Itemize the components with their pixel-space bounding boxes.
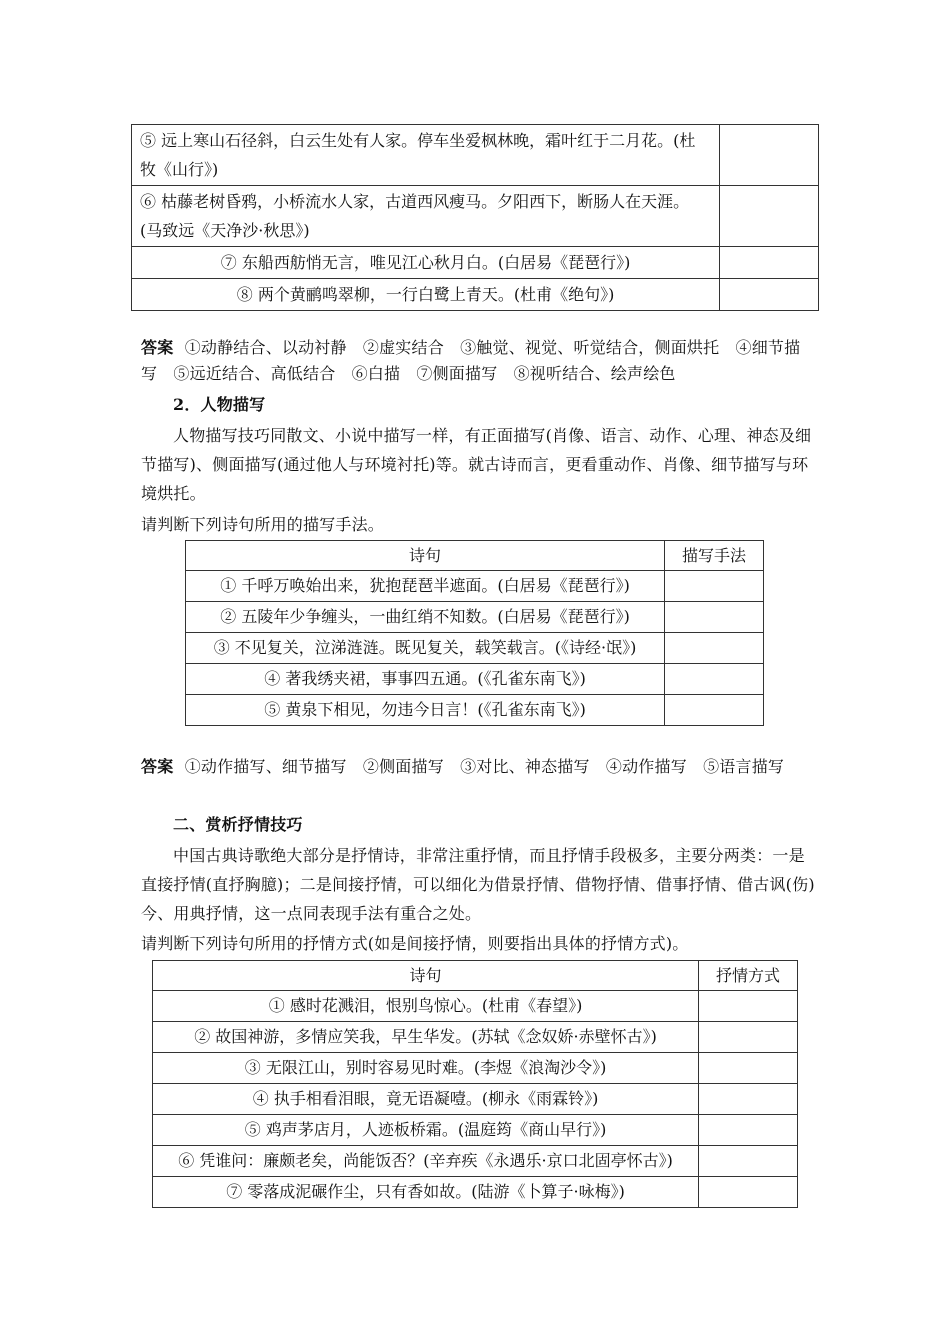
table-row [153, 1177, 798, 1208]
poem-cell: ① 感时花溅泪，恨别鸟惊心。(杜甫《春望》) [153, 991, 699, 1022]
table-row [153, 1053, 798, 1084]
answer-cell [720, 186, 819, 247]
section-heading-character-description: 2．人物描写 [173, 395, 266, 414]
answer-cell [720, 279, 819, 311]
answer-block-2 [141, 754, 821, 779]
answer-cell [665, 695, 764, 726]
answer-cell [699, 1146, 798, 1177]
answer-cell [699, 1084, 798, 1115]
column-header: 抒情方式 [699, 961, 798, 991]
poem-cell: ① 千呼万唤始出来，犹抱琵琶半遮面。(白居易《琵琶行》) [186, 571, 665, 602]
answer-cell [665, 571, 764, 602]
table-row [186, 695, 764, 726]
poem-cell: ⑦ 零落成泥碾作尘，只有香如故。(陆游《卜算子·咏梅》) [153, 1177, 699, 1208]
poem-cell: ④ 执手相看泪眼，竟无语凝噎。(柳永《雨霖铃》) [153, 1084, 699, 1115]
answer-label: 答案 [141, 338, 174, 357]
poem-cell: ③ 无限江山，别时容易见时难。(李煜《浪淘沙令》) [153, 1053, 699, 1084]
poem-cell: ② 故国神游，多情应笑我，早生华发。(苏轼《念奴娇·赤壁怀古》) [153, 1022, 699, 1053]
instruction-text: 请判断下列诗句所用的抒情方式(如是间接抒情，则要指出具体的抒情方式)。 [141, 934, 689, 953]
poem-cell: ④ 著我绣夹裙，事事四五通。(《孔雀东南飞》) [186, 664, 665, 695]
section-heading-lyrical-technique: 二、赏析抒情技巧 [173, 815, 303, 834]
table-header-row [186, 541, 764, 571]
table-row [153, 991, 798, 1022]
answer-cell [699, 1115, 798, 1146]
section-paragraph: 人物描写技巧同散文、小说中描写一样，有正面描写(肖像、语言、动作、心理、神态及细节描写)、侧面描写(通过他人与环境衬托)等。就古诗而言，更看重动作、肖像、细节描写与环境烘托。 [141, 426, 812, 503]
table-row [153, 1084, 798, 1115]
poem-cell: ⑧ 两个黄鹂鸣翠柳，一行白鹭上青天。(杜甫《绝句》) [132, 279, 720, 311]
table-row [153, 1115, 798, 1146]
poem-cell: ⑦ 东船西舫悄无言，唯见江心秋月白。(白居易《琵琶行》) [132, 247, 720, 279]
section-paragraph: 中国古典诗歌绝大部分是抒情诗，非常注重抒情，而且抒情手段极多，主要分两类：一是直接抒情(直抒胸臆)；二是间接抒情，可以细化为借景抒情、借物抒情、借事抒情、借古讽(伤)今、用典抒情，这一点同表现手法有重合之处。 [141, 846, 815, 923]
poem-cell: ⑤ 鸡声茅店月，人迹板桥霜。(温庭筠《商山早行》) [153, 1115, 699, 1146]
answer-text: ①动作描写、细节描写 ②侧面描写 ③对比、神态描写 ④动作描写 ⑤语言描写 [184, 757, 785, 776]
table-row [186, 664, 764, 695]
poem-cell: ② 五陵年少争缠头，一曲红绡不知数。(白居易《琵琶行》) [186, 602, 665, 633]
poem-cell: ⑤ 黄泉下相见，勿违今日言！(《孔雀东南飞》) [186, 695, 665, 726]
answer-label: 答案 [141, 757, 174, 776]
column-header: 描写手法 [665, 541, 764, 571]
answer-cell [665, 633, 764, 664]
table-row [186, 571, 764, 602]
column-header: 诗句 [186, 541, 665, 571]
table-row [186, 633, 764, 664]
answer-cell [699, 1053, 798, 1084]
answer-cell [665, 602, 764, 633]
table-row [153, 1146, 798, 1177]
poem-cell: ⑥ 枯藤老树昏鸦，小桥流水人家，古道西风瘦马。夕阳西下，断肠人在天涯。(马致远《天净沙·秋思》) [132, 186, 720, 247]
table-row [132, 186, 819, 247]
answer-cell [699, 1022, 798, 1053]
poem-cell: ③ 不见复关，泣涕涟涟。既见复关，载笑载言。(《诗经·氓》) [186, 633, 665, 664]
table-header-row [153, 961, 798, 991]
lyrical-technique-table [152, 960, 798, 1208]
answer-text: ①动静结合、以动衬静 ②虚实结合 ③触觉、视觉、听觉结合，侧面烘托 ④细节描写 ⑤远近结合、高低结合 ⑥白描 ⑦侧面描写 ⑧视听结合、绘声绘色 [141, 338, 801, 383]
table-row [132, 279, 819, 311]
table-row [132, 125, 819, 186]
answer-block-1 [141, 335, 816, 387]
column-header: 诗句 [153, 961, 699, 991]
description-technique-table [185, 540, 764, 726]
answer-cell [699, 1177, 798, 1208]
table-row [186, 602, 764, 633]
technique-table-continued [131, 124, 819, 311]
poem-cell: ⑤ 远上寒山石径斜，白云生处有人家。停车坐爱枫林晚，霜叶红于二月花。(杜牧《山行》) [132, 125, 720, 186]
instruction-text: 请判断下列诗句所用的描写手法。 [141, 515, 385, 534]
table-row [132, 247, 819, 279]
answer-cell [699, 991, 798, 1022]
poem-cell: ⑥ 凭谁问：廉颇老矣，尚能饭否？(辛弃疾《永遇乐·京口北固亭怀古》) [153, 1146, 699, 1177]
answer-cell [720, 125, 819, 186]
answer-cell [665, 664, 764, 695]
answer-cell [720, 247, 819, 279]
table-row [153, 1022, 798, 1053]
